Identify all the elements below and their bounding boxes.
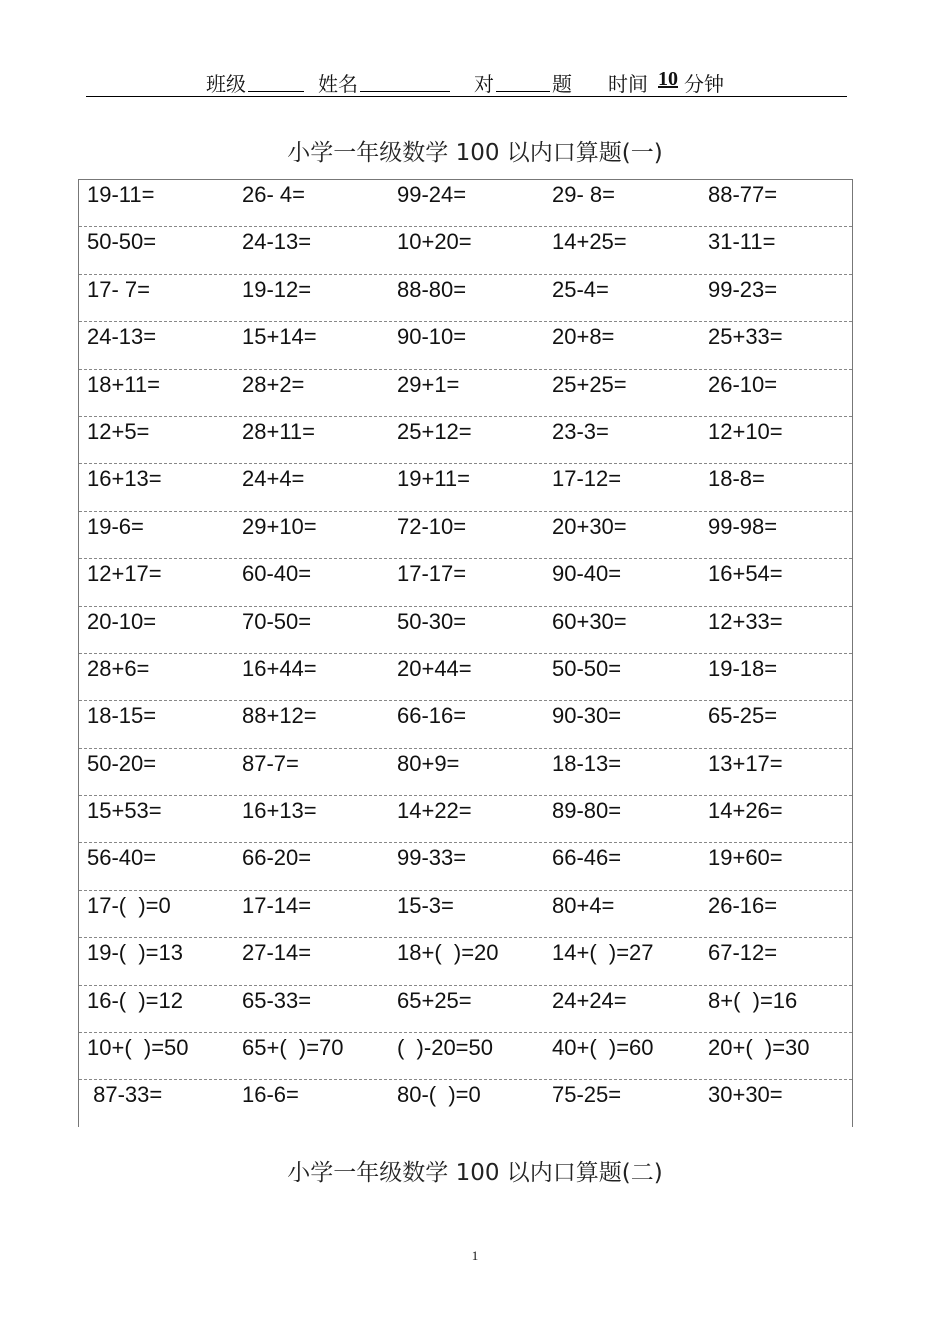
problem-cell[interactable]: 29- 8= — [552, 182, 615, 207]
class-blank[interactable] — [248, 68, 304, 92]
problem-cell[interactable]: 24+24= — [552, 987, 627, 1013]
problem-cell[interactable]: 14+( )=27 — [552, 940, 654, 966]
problem-cell[interactable]: 31-11= — [708, 229, 776, 255]
time-unit: 分钟 — [684, 72, 724, 96]
problem-cell[interactable]: 17- 7= — [87, 276, 150, 302]
problem-cell[interactable]: 15+14= — [242, 324, 317, 350]
problem-cell[interactable]: 20+44= — [397, 655, 472, 681]
problem-cell[interactable]: 19-( )=13 — [87, 940, 183, 966]
page-number: 1 — [471, 1248, 479, 1263]
problem-cell[interactable]: 18-8= — [708, 466, 765, 492]
problem-row — [79, 607, 852, 654]
problem-cell[interactable]: 67-12= — [708, 940, 778, 966]
problem-cell[interactable]: 70-50= — [242, 608, 312, 634]
problem-row — [79, 749, 852, 796]
problem-cell[interactable]: 18+( )=20 — [397, 940, 499, 966]
problem-cell[interactable]: 16-( )=12 — [87, 987, 183, 1013]
problem-cell[interactable]: 26- 4= — [242, 182, 305, 207]
problem-row — [79, 1033, 852, 1080]
problem-cell[interactable]: 17-( )=0 — [87, 892, 171, 918]
problem-cell[interactable]: 89-80= — [552, 798, 622, 824]
problem-row — [79, 275, 852, 322]
problem-cell[interactable]: 27-14= — [242, 940, 312, 966]
problem-row — [79, 1080, 852, 1127]
name-label: 姓名 — [318, 72, 358, 96]
problem-cell[interactable]: 65-33= — [242, 987, 312, 1013]
problem-cell[interactable]: 20+8= — [552, 324, 615, 350]
problem-cell[interactable]: 17-17= — [397, 561, 467, 587]
correct-count-blank[interactable] — [496, 68, 550, 92]
problem-cell[interactable]: 25-4= — [552, 276, 609, 302]
problem-cell[interactable]: 15-3= — [397, 892, 454, 918]
problem-cell[interactable]: 30+30= — [708, 1082, 783, 1108]
problem-cell[interactable]: 17-14= — [242, 892, 312, 918]
problem-cell[interactable]: 13+17= — [708, 750, 783, 776]
problem-cell[interactable]: 26-10= — [708, 371, 778, 397]
problem-cell[interactable]: 25+25= — [552, 371, 627, 397]
correct-label: 对 — [474, 72, 494, 96]
problem-cell[interactable]: 25+33= — [708, 324, 783, 350]
problem-cell[interactable]: 72-10= — [397, 513, 467, 539]
problem-cell[interactable]: 28+2= — [242, 371, 305, 397]
problem-cell[interactable]: 16+13= — [87, 466, 162, 492]
problem-row — [79, 227, 852, 274]
student-info-header — [86, 62, 847, 97]
problem-row — [79, 559, 852, 606]
problem-cell[interactable]: 18-13= — [552, 750, 622, 776]
problem-cell[interactable]: 88+12= — [242, 703, 317, 729]
problem-cell[interactable]: 17-12= — [552, 466, 622, 492]
problem-cell[interactable]: 99-98= — [708, 513, 778, 539]
section-1-title: 小学一年级数学 100 以内口算题(一) — [287, 140, 663, 166]
problem-cell[interactable]: 24-13= — [242, 229, 312, 255]
problem-cell[interactable]: 50-50= — [552, 655, 622, 681]
problem-cell[interactable]: 88-77= — [708, 182, 778, 207]
problem-cell[interactable]: 25+12= — [397, 418, 472, 444]
problem-cell[interactable]: 60-40= — [242, 561, 312, 587]
problem-cell[interactable]: 20-10= — [87, 608, 157, 634]
problem-cell[interactable]: 56-40= — [87, 845, 157, 871]
problem-cell[interactable]: ( )-20=50 — [397, 1035, 493, 1061]
problem-cell[interactable]: 80-( )=0 — [397, 1082, 481, 1108]
problem-cell[interactable]: 14+26= — [708, 798, 783, 824]
problem-cell[interactable]: 23-3= — [552, 418, 609, 444]
problem-cell[interactable]: 10+( )=50 — [87, 1035, 189, 1061]
problem-cell[interactable]: 16+54= — [708, 561, 783, 587]
problem-cell[interactable]: 29+10= — [242, 513, 317, 539]
problem-cell[interactable]: 24-13= — [87, 324, 157, 350]
problem-cell[interactable]: 15+53= — [87, 798, 162, 824]
problem-cell[interactable]: 99-33= — [397, 845, 467, 871]
problem-cell[interactable]: 19-6= — [87, 513, 144, 539]
problem-cell[interactable]: 19-11= — [87, 182, 155, 207]
problem-cell[interactable]: 66-16= — [397, 703, 467, 729]
problem-cell[interactable]: 65+25= — [397, 987, 472, 1013]
problem-row — [79, 701, 852, 748]
problem-cell[interactable]: 60+30= — [552, 608, 627, 634]
problem-cell[interactable]: 28+11= — [242, 418, 316, 444]
problem-row — [79, 986, 852, 1033]
class-label: 班级 — [206, 72, 246, 96]
problem-row — [79, 180, 852, 227]
problem-cell[interactable]: 20+30= — [552, 513, 627, 539]
problem-cell[interactable]: 28+6= — [87, 655, 150, 681]
problem-cell[interactable]: 29+1= — [397, 371, 460, 397]
problem-cell[interactable]: 88-80= — [397, 276, 467, 302]
problem-cell[interactable]: 14+22= — [397, 798, 472, 824]
problem-cell[interactable]: 50-20= — [87, 750, 157, 776]
problem-cell[interactable]: 18-15= — [87, 703, 157, 729]
section-2-title: 小学一年级数学 100 以内口算题(二) — [287, 1160, 663, 1186]
problem-row — [79, 464, 852, 511]
problem-cell[interactable]: 16+44= — [242, 655, 317, 681]
time-value: 10 — [658, 68, 678, 90]
problem-cell[interactable]: 90-30= — [552, 703, 622, 729]
problem-row — [79, 796, 852, 843]
question-label: 题 — [552, 72, 572, 96]
time-label: 时间 — [608, 72, 648, 96]
problem-cell[interactable]: 14+25= — [552, 229, 627, 255]
problem-cell[interactable]: 19+11= — [397, 466, 471, 492]
problem-cell[interactable]: 50-30= — [397, 608, 467, 634]
name-blank[interactable] — [360, 68, 450, 92]
problem-cell[interactable]: 12+5= — [87, 418, 150, 444]
problem-cell[interactable]: 19-12= — [242, 276, 312, 302]
problem-cell[interactable]: 12+17= — [87, 561, 162, 587]
problem-grid — [78, 179, 853, 1127]
problem-row — [79, 891, 852, 938]
problem-cell[interactable]: 16-6= — [242, 1082, 299, 1108]
problem-cell[interactable]: 40+( )=60 — [552, 1035, 654, 1061]
problem-row — [79, 843, 852, 890]
problem-cell[interactable]: 65-25= — [708, 703, 778, 729]
problem-row — [79, 938, 852, 985]
problem-cell[interactable]: 80+9= — [397, 750, 460, 776]
problem-cell[interactable]: 90-40= — [552, 561, 622, 587]
problem-cell[interactable]: 24+4= — [242, 466, 305, 492]
problem-row — [79, 512, 852, 559]
problem-cell[interactable]: 16+13= — [242, 798, 317, 824]
problem-cell[interactable]: 80+4= — [552, 892, 615, 918]
problem-cell[interactable]: 75-25= — [552, 1082, 622, 1108]
problem-cell[interactable]: 8+( )=16 — [708, 987, 798, 1013]
problem-row — [79, 370, 852, 417]
problem-cell[interactable]: 26-16= — [708, 892, 778, 918]
problem-cell[interactable]: 18+11= — [87, 371, 161, 397]
problem-cell[interactable]: 66-46= — [552, 845, 622, 871]
problem-cell[interactable]: 65+( )=70 — [242, 1035, 344, 1061]
problem-cell[interactable]: 20+( )=30 — [708, 1035, 810, 1061]
problem-cell[interactable]: 66-20= — [242, 845, 312, 871]
problem-cell[interactable]: 99-24= — [397, 182, 467, 207]
problem-cell[interactable]: 12+10= — [708, 418, 783, 444]
problem-row — [79, 322, 852, 369]
problem-cell[interactable]: 87-33= — [87, 1082, 163, 1108]
problem-cell[interactable]: 19-18= — [708, 655, 778, 681]
problem-cell[interactable]: 12+33= — [708, 608, 783, 634]
problem-row — [79, 417, 852, 464]
problem-cell[interactable]: 19+60= — [708, 845, 783, 871]
problem-cell[interactable]: 50-50= — [87, 229, 157, 255]
problem-cell[interactable]: 99-23= — [708, 276, 778, 302]
problem-cell[interactable]: 87-7= — [242, 750, 299, 776]
problem-row — [79, 654, 852, 701]
problem-cell[interactable]: 90-10= — [397, 324, 467, 350]
problem-cell[interactable]: 10+20= — [397, 229, 472, 255]
